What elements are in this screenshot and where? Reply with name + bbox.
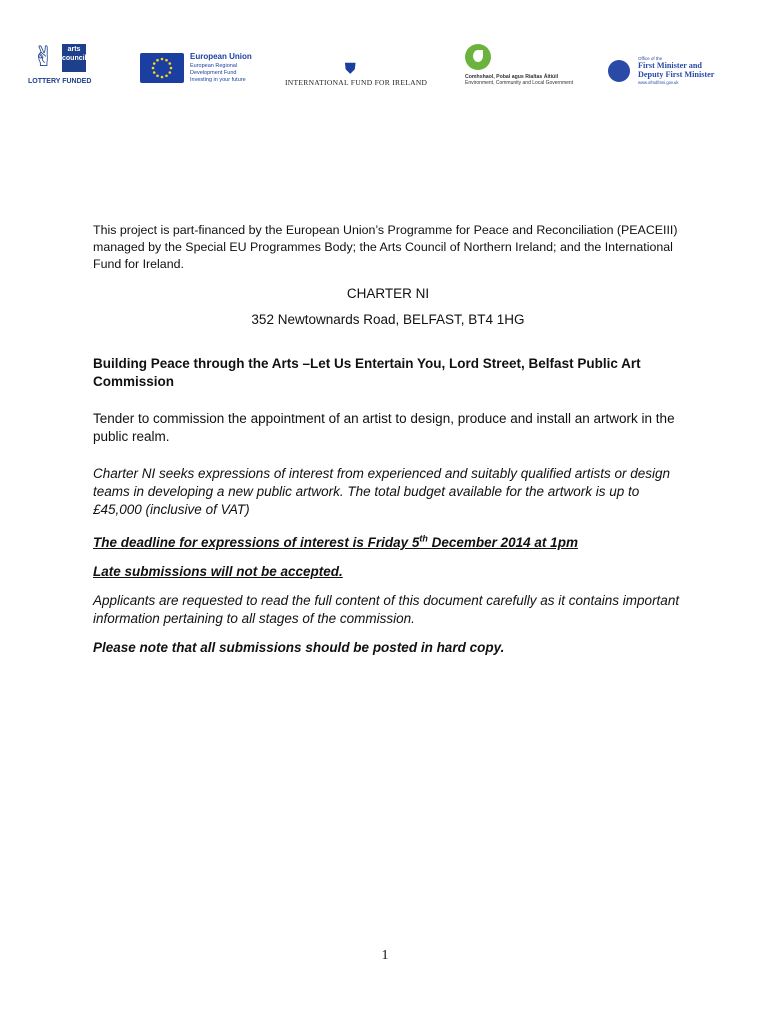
lottery-hand-icon: ✌ <box>32 40 56 73</box>
organisation-name: CHARTER NI <box>346 286 430 301</box>
ofmdfm-logo <box>608 58 718 88</box>
eu-subtitle-line2: Development Fund <box>190 70 237 76</box>
ofmdfm-title-line2: Deputy First Minister <box>638 70 715 79</box>
ofmdfm-url: www.ofmdfmni.gov.uk <box>638 80 679 85</box>
arts-council-mark: arts council <box>62 44 86 72</box>
eu-logo <box>140 53 260 85</box>
ofmdfm-small: Office of the <box>638 56 663 61</box>
eu-title: European Union <box>190 52 252 61</box>
applicants-paragraph: Applicants are requested to read the full content of this document carefully as it contains important information pertaining to all stages of the commission. <box>93 593 680 626</box>
deadline-ordinal: th <box>419 533 428 544</box>
deadline-statement <box>93 534 683 552</box>
deadline-text: The deadline for expressions of interest is Friday 5 <box>93 535 420 550</box>
page-number: 1 <box>381 948 389 963</box>
tender-description: Tender to commission the appointment of an artist to design, produce and install an artwork in the public realm. <box>93 411 675 444</box>
ifi-logo <box>285 60 435 90</box>
eu-subtitle <box>190 63 246 84</box>
leaf-icon <box>465 44 491 70</box>
environment-dept-logo <box>465 44 585 86</box>
funder-logos <box>0 40 770 100</box>
lottery-funded-caption: LOTTERY FUNDED <box>28 78 92 85</box>
ifi-mark-icon: ⛊ <box>345 60 356 76</box>
ifi-text: INTERNATIONAL FUND FOR IRELAND <box>285 78 428 87</box>
document-body <box>93 222 683 657</box>
organisation-address: 352 Newtownards Road, BELFAST, BT4 1HG <box>251 312 525 327</box>
eu-subtitle-line1: European Regional <box>190 63 238 69</box>
lottery-arts-council-logo <box>28 42 92 90</box>
commission-heading: Building Peace through the Arts –Let Us Entertain You, Lord Street, Belfast Public Art Commission <box>93 356 641 389</box>
ofmdfm-title-line1: First Minister and <box>638 61 702 70</box>
eu-subtitle-line3: Investing in your future <box>190 77 246 83</box>
late-submissions-notice: Late submissions will not be accepted. <box>93 564 343 579</box>
deadline-date-text: December 2014 at 1pm <box>427 535 578 550</box>
funding-statement: This project is part-financed by the European Union’s Programme for Peace and Reconciliation (PEACEIII) managed by the Special EU Programmes Body; the Arts Council of Northern Ireland; and the International Fund for Ireland. <box>93 223 678 271</box>
crest-icon <box>608 60 630 82</box>
ofmdfm-title <box>638 61 714 79</box>
doe-line2: Environment, Community and Local Government <box>465 80 574 86</box>
eu-flag-icon <box>140 53 184 83</box>
expressions-paragraph: Charter NI seeks expressions of interest from experienced and suitably qualified artists or design teams in developing a new public artwork. The total budget available for the artwork is up to £45,000 (inclusive of VAT) <box>93 466 671 517</box>
hard-copy-note: Please note that all submissions should be posted in hard copy. <box>93 640 505 655</box>
doe-line1: Comhshaol, Pobal agus Rialtas Áitiúil <box>465 74 559 80</box>
